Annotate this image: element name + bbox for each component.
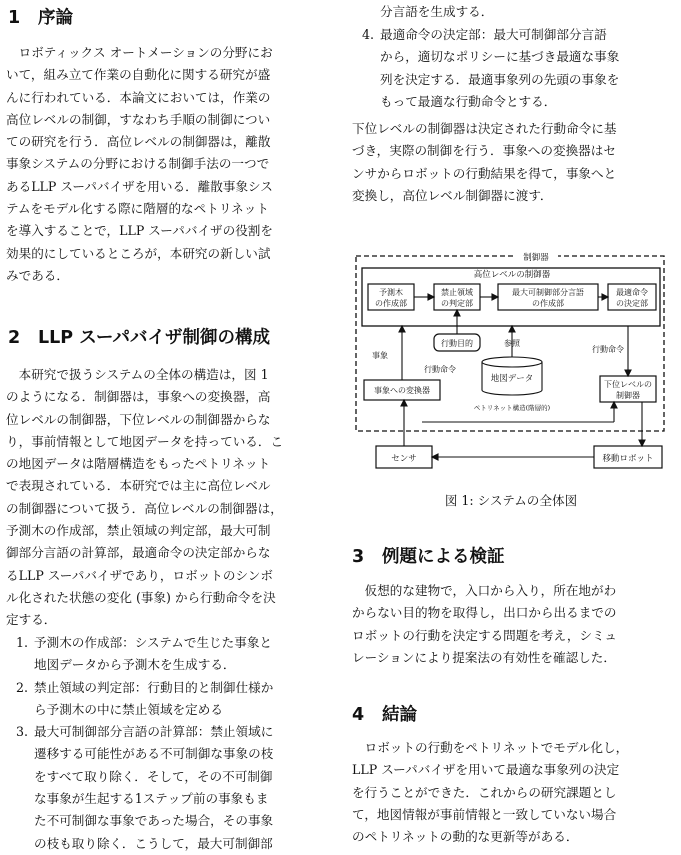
- text-line: 予測木の作成部，禁止領域の判定部，最大可制: [6, 523, 271, 539]
- text-line: ロボットの行動をペトリネットでモデル化し，: [364, 740, 629, 755]
- text-line: て，地図情報が事前情報と一致していない場合: [352, 806, 617, 822]
- controller-label: 制御器: [523, 253, 549, 263]
- section-1-body: [6, 42, 312, 287]
- section-1-heading: 1 序論: [8, 8, 73, 28]
- text-line: 禁止領域の判定部：行動目的と制御仕様か: [34, 679, 274, 695]
- text-line: をすべて取り除く．そして，その不可制御: [34, 768, 273, 784]
- text-line: 変換し，高位レベル制御器に渡す．: [352, 187, 553, 203]
- procedure-list: [6, 632, 312, 855]
- procedure-list-item-4: [352, 24, 670, 113]
- text-line: 地図データから予測木を生成する．: [34, 657, 236, 673]
- text-line: な事象が生起する1ステップ前の事象もま: [34, 791, 269, 807]
- text-line: た不可制御な事象であった場合，その事象: [34, 813, 274, 829]
- text-line: づき，実際の制御を行う．事象への変換器はセ: [352, 143, 616, 159]
- list-item: [352, 24, 670, 113]
- text-line: みである．: [6, 267, 69, 283]
- svg-text:地図データ: 地図データ: [490, 374, 534, 384]
- text-line: 高位レベルの制御，すなわち手順の制御につい: [6, 111, 271, 127]
- svg-text:予測木: 予測木: [379, 288, 403, 297]
- text-line: を導入することで，LLP スーパバイザの役割を: [6, 223, 273, 239]
- svg-text:行動目的: 行動目的: [441, 339, 473, 348]
- text-line: 位レベルの制御器，下位レベルの制御器からな: [6, 411, 271, 427]
- text-line: を行うことができた．これからの研究課題とし: [352, 784, 617, 800]
- svg-text:最大可制御部分言語: 最大可制御部分言語: [512, 288, 584, 297]
- high-level-label: 高位レベルの制御器: [473, 270, 551, 280]
- text-line: 下位レベルの制御器は決定された行動命令に基: [352, 121, 617, 136]
- text-line: 効果的にしているところが，本研究の新しい試: [6, 245, 271, 261]
- text-line: のようになる．制御器は，事象への変換器，高: [6, 389, 271, 405]
- list-number: 3.: [16, 724, 29, 740]
- svg-text:の作成部: の作成部: [532, 299, 564, 308]
- list-item: [6, 632, 312, 677]
- text-line: 遷移する可能性がある不可制御な事象の枝: [34, 746, 274, 762]
- system-diagram: [352, 250, 670, 482]
- text-line: で表現されている．本研究では主に高位レベル: [6, 478, 271, 494]
- text-line: からない目的物を取得し，出口から出るまでの: [352, 605, 617, 621]
- svg-text:センサ: センサ: [391, 454, 417, 464]
- list-number: 2.: [16, 679, 29, 695]
- text-line: 最大可制御部分言語の計算部：禁止領域に: [34, 724, 274, 740]
- svg-text:移動ロボット: 移動ロボット: [602, 454, 654, 464]
- text-line: ンサからロボットの行動結果を得て，事象へと: [352, 165, 617, 181]
- text-line: んに行われている．本論文においては，作業の: [6, 89, 271, 105]
- svg-text:行動命令: 行動命令: [424, 365, 456, 374]
- text-line: 分言語を生成する．: [380, 4, 494, 19]
- svg-text:の作成部: の作成部: [375, 299, 407, 308]
- figure-caption: 図 1: システムの全体図: [444, 493, 578, 508]
- text-line: 最適命令の決定部：最大可制御部分言語: [380, 27, 607, 42]
- svg-text:事象への変換器: 事象への変換器: [374, 386, 430, 395]
- svg-text:ペトリネット構造(階層的): ペトリネット構造(階層的): [473, 404, 551, 412]
- svg-text:の判定部: の判定部: [441, 299, 473, 308]
- text-line: ル化された状態の変化 (事象) から行動命令を決: [6, 589, 276, 605]
- svg-text:参照: 参照: [504, 339, 520, 348]
- text-line: ロボットの行動を決定する問題を考え，シミュ: [352, 627, 617, 643]
- text-line: レーションにより提案法の有効性を確認した．: [352, 649, 616, 665]
- text-line: 本研究で扱うシステムの全体の構造は，図 1: [18, 367, 269, 382]
- list-number: 1.: [16, 635, 29, 650]
- text-line: 仮想的な建物で，入口から入り，所在地がわ: [364, 583, 617, 598]
- svg-text:下位レベルの: 下位レベルの: [604, 380, 652, 389]
- list-item: [6, 721, 312, 855]
- text-line: から，適切なポリシーに基づき最適な事象: [380, 49, 620, 65]
- text-line: るLLP スーパバイザであり，ロボットのシンボ: [6, 567, 273, 583]
- text-line: テムをモデル化する際に階層的なペトリネット: [6, 201, 269, 217]
- section-4-body: [352, 737, 670, 848]
- text-line: LLP スーパバイザを用いて最適な事象列の決定: [352, 762, 620, 778]
- text-line: 予測木の作成部：システムで生じた事象と: [34, 635, 273, 650]
- list-number: 4.: [362, 27, 375, 42]
- text-line: ら予測木の中に禁止領域を定める: [34, 701, 223, 717]
- section-2-body: [6, 364, 312, 632]
- section-2-heading: 2 LLP スーパバイザ制御の構成: [8, 328, 270, 348]
- text-line: ロボティックス オートメーションの分野にお: [18, 45, 273, 60]
- svg-text:最適命令: 最適命令: [616, 288, 648, 297]
- text-line: 定する．: [6, 612, 57, 628]
- svg-text:事象: 事象: [372, 351, 388, 360]
- svg-text:制御器: 制御器: [616, 391, 640, 400]
- section-2-continuation: [352, 118, 670, 207]
- text-line: の地図データは階層構造をもったペトリネット: [6, 456, 271, 472]
- text-line: ての研究を行う．高位レベルの制御器は，離散: [6, 134, 271, 150]
- svg-text:行動命令: 行動命令: [592, 345, 624, 354]
- svg-text:禁止領域: 禁止領域: [441, 288, 473, 297]
- text-line: の枝も取り除く．こうして，最大可制御部: [34, 835, 273, 851]
- text-line: もって最適な行動命令とする．: [380, 93, 557, 109]
- text-line: 御部分言語の計算部，最適命令の決定部からな: [6, 545, 271, 561]
- text-line: 事象システムの分野における制御手法の一つで: [6, 156, 270, 172]
- text-line: 列を決定する．最適事象列の先頭の事象を: [380, 71, 620, 87]
- text-line: の制御器について扱う．高位レベルの制御器は，: [6, 500, 283, 516]
- svg-text:の決定部: の決定部: [616, 299, 648, 308]
- text-line: のペトリネットの動的な更新等がある．: [352, 829, 579, 845]
- list-item: [6, 677, 312, 722]
- section-4-heading: 4 結論: [352, 705, 417, 725]
- section-3-heading: 3 例題による検証: [352, 547, 505, 567]
- list-continuation: [380, 1, 670, 23]
- text-line: あるLLP スーパバイザを用いる．離散事象シス: [6, 178, 273, 194]
- text-line: り，事前情報として地図データを持っている．こ: [6, 433, 284, 449]
- text-line: いて，組み立て作業の自動化に関する研究が盛: [6, 67, 271, 83]
- section-3-body: [352, 580, 670, 669]
